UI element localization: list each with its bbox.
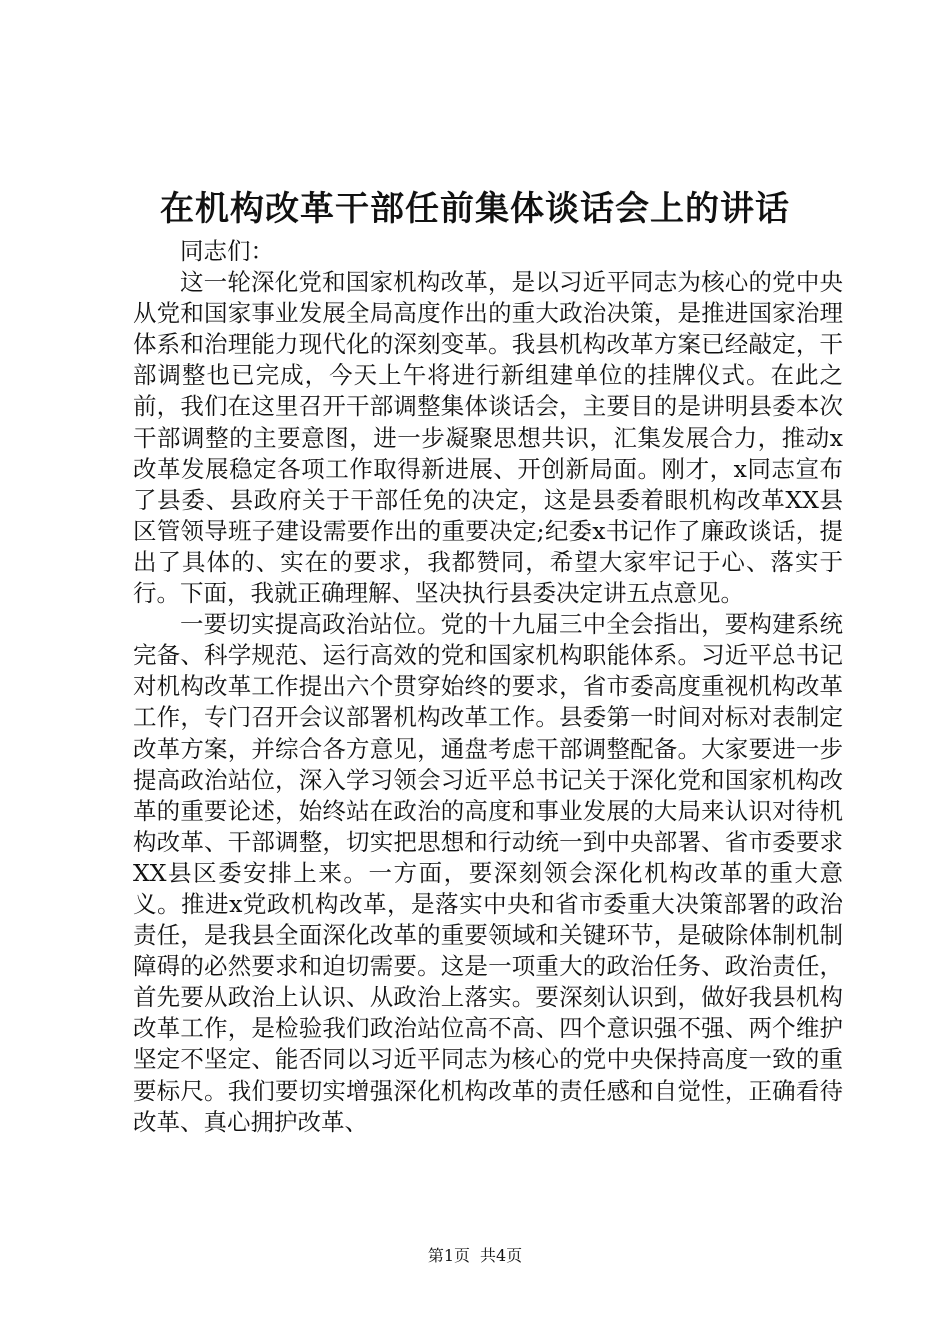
document-title: 在机构改革干部任前集体谈话会上的讲话 — [160, 189, 790, 229]
document-body — [133, 236, 843, 1138]
page-number: 第1页 — [427, 1246, 470, 1265]
salutation: 同志们： — [180, 237, 274, 265]
paragraph-point-one: 一要切实提高政治站位。党的十九届三中全会指出，要构建系统完备、科学规范、运行高效的党和国家机构职能体系。习近平总书记对机构改革工作提出六个贯穿始终的要求，省市委高度重视机构改革工作，专门召开会议部署机构改革工作。县委第一时间对标对表制定改革方案，并综合各方意见，通盘考虑干部调整配备。大家要进一步提高政治站位，深入学习领会习近平总书记关于深化党和国家机构改革的重要论述，始终站在政治的高度和事业发展的大局来认识对待机构改革、干部调整，切实把思想和行动统一到中央部署、省市委要求XX县区委安排上来。一方面，要深刻领会深化机构改革的重大意义。推进x党政机构改革，是落实中央和省市委重大决策部署的政治责任，是我县全面深化改革的重要领域和关键环节，是破除体制机制障碍的必然要求和迫切需要。这是一项重大的政治任务、政治责任，首先要从政治上认识、从政治上落实。要深刻认识到，做好我县机构改革工作，是检验我们政治站位高不高、四个意识强不强、两个维护坚定不坚定、能否同以习近平同志为核心的党中央保持高度一致的重要标尺。我们要切实增强深化机构改革的责任感和自觉性，正确看待改革、真心拥护改革、 — [133, 610, 843, 1136]
page-total: 共4页 — [480, 1246, 523, 1265]
page-footer — [0, 1245, 950, 1267]
paragraph-intro: 这一轮深化党和国家机构改革，是以习近平同志为核心的党中央从党和国家事业发展全局高度作出的重大政治决策，是推进国家治理体系和治理能力现代化的深刻变革。我县机构改革方案已经敲定，干部调整也已完成，今天上午将进行新组建单位的挂牌仪式。在此之前，我们在这里召开干部调整集体谈话会，主要目的是讲明县委本次干部调整的主要意图，进一步凝聚思想共识，汇集发展合力，推动x改革发展稳定各项工作取得新进展、开创新局面。刚才，x同志宣布了县委、县政府关于干部任免的决定，这是县委着眼机构改革XX县区管领导班子建设需要作出的重要决定;纪委x书记作了廉政谈话，提出了具体的、实在的要求，我都赞同，希望大家牢记于心、落实于行。下面，我就正确理解、坚决执行县委决定讲五点意见。 — [133, 268, 843, 608]
